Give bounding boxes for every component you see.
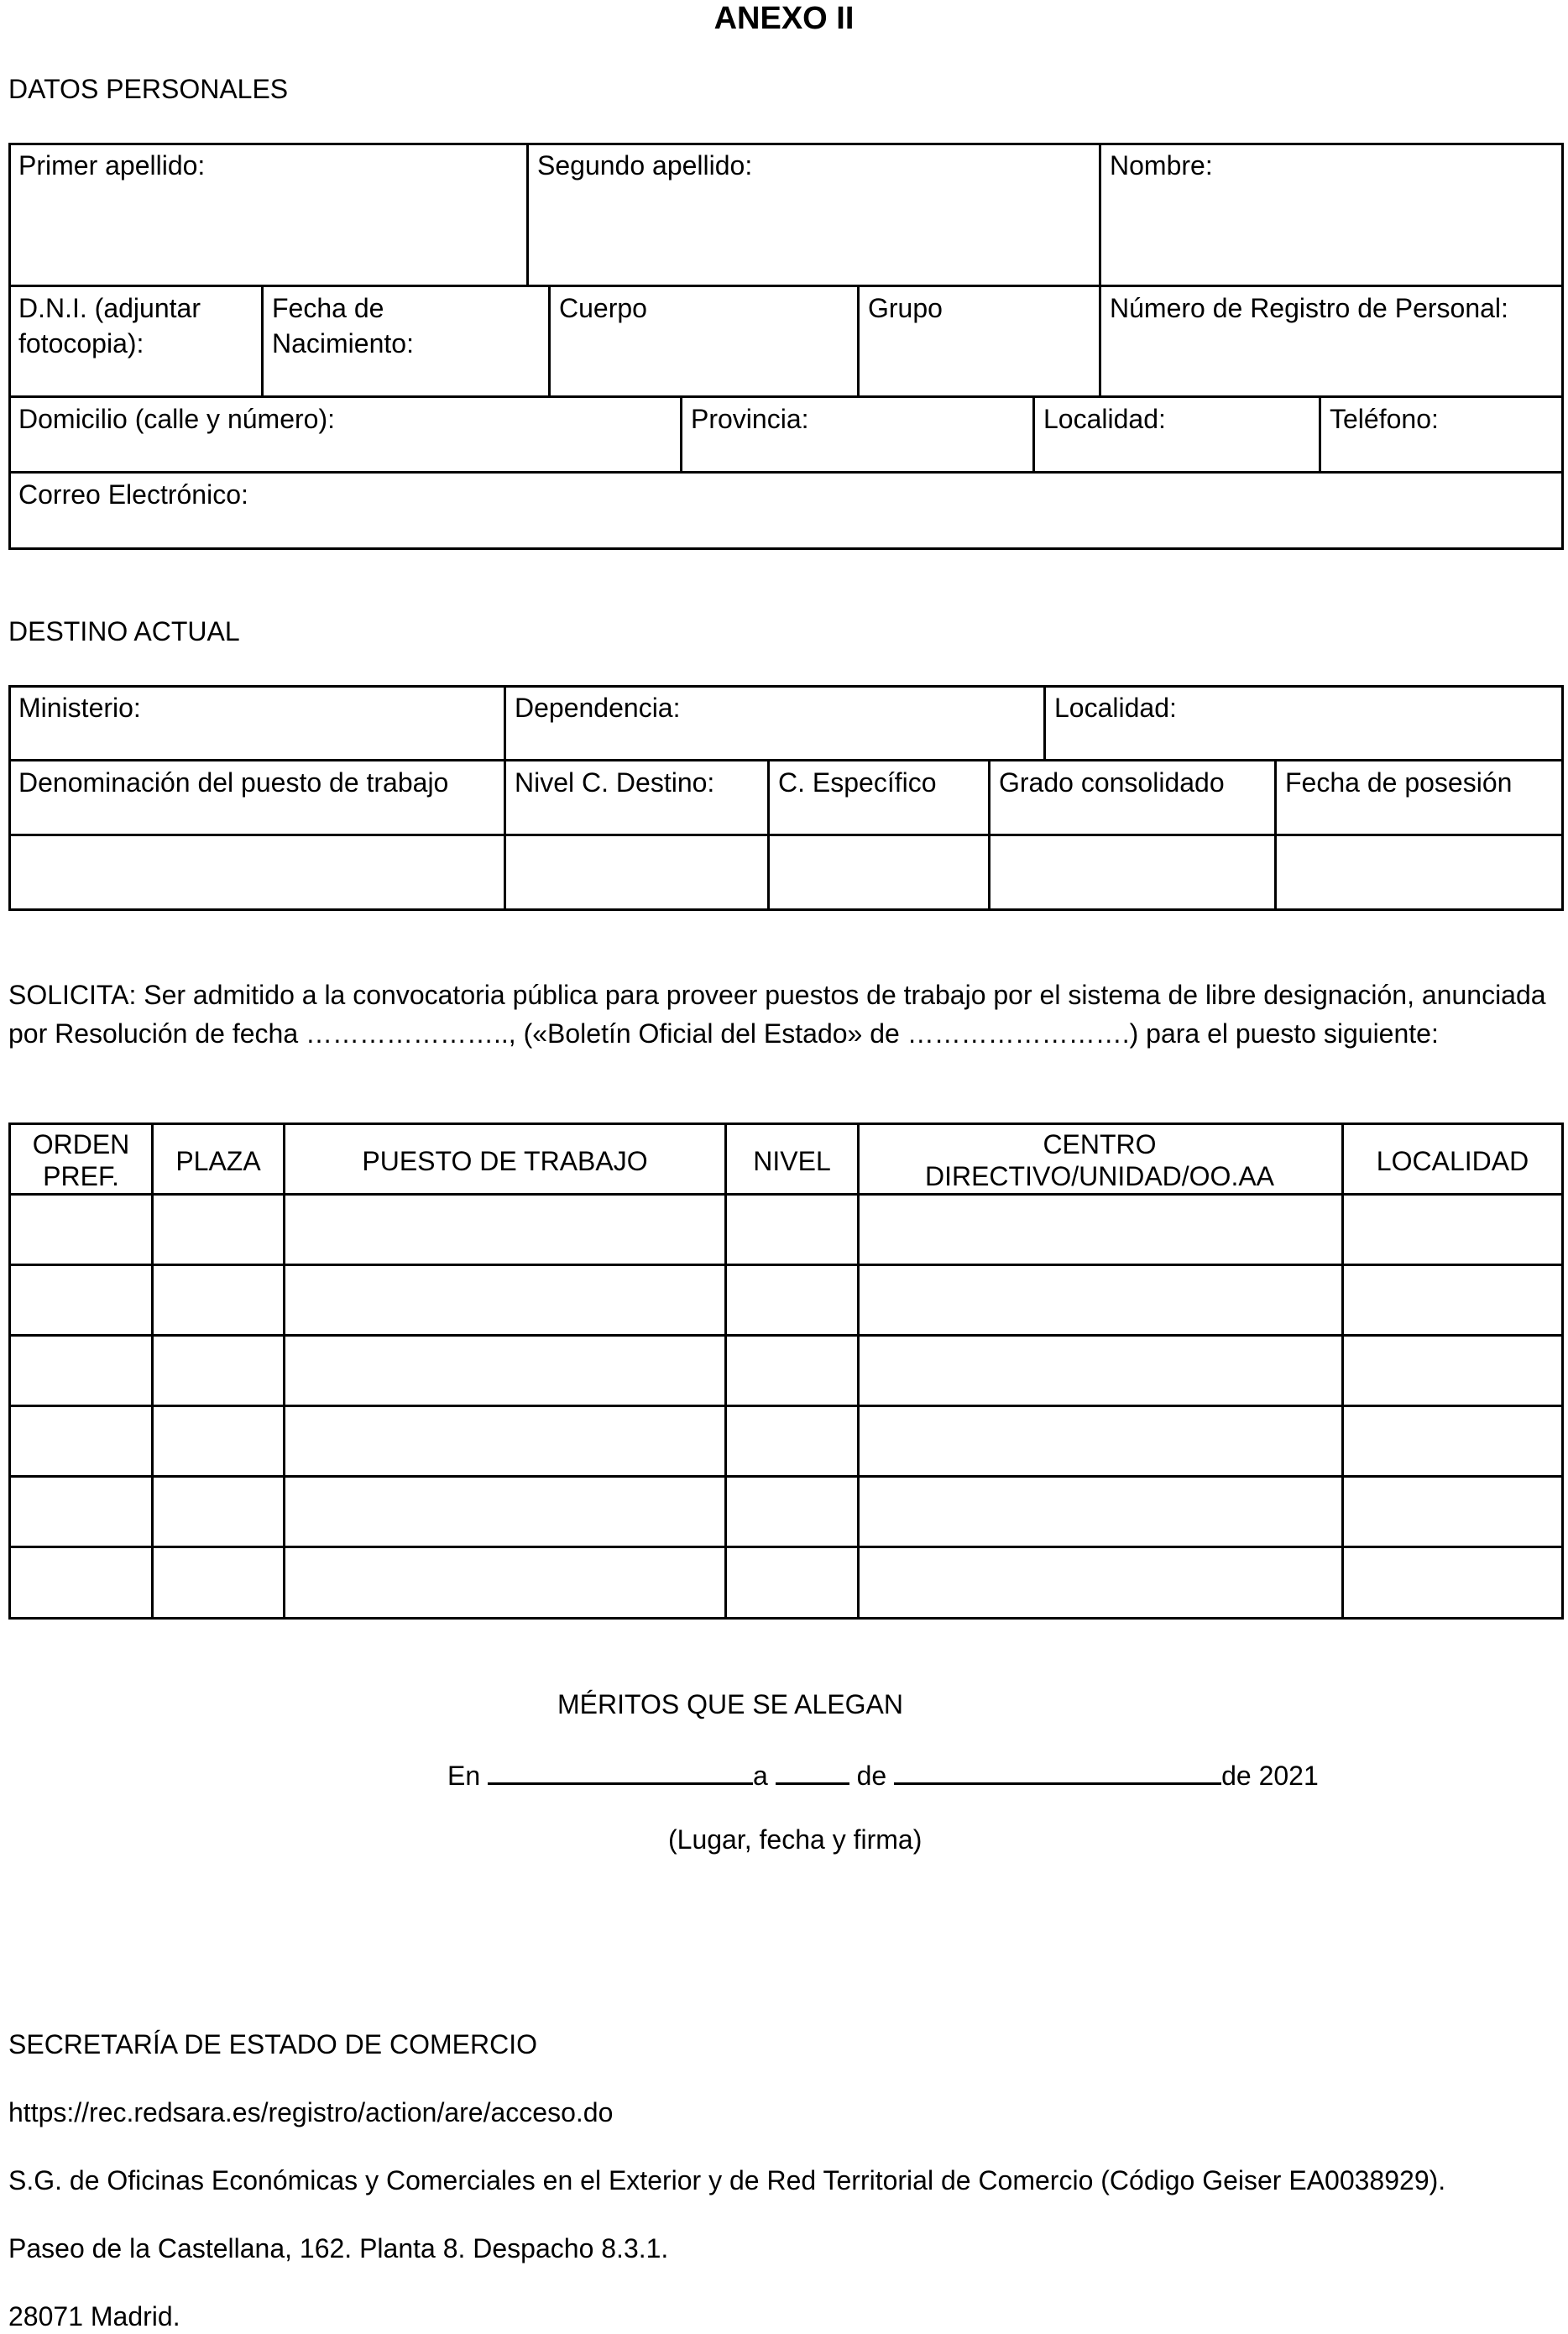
fecha-posesion-input-cell[interactable] [1277,836,1561,908]
firma-a-label: a [753,1761,768,1791]
personal-col-divider [526,143,529,286]
segundo-apellido-field[interactable]: Segundo apellido: [537,150,753,181]
puestos-col-divider [151,1123,154,1620]
puestos-row-divider [8,1264,1564,1266]
footer-office: S.G. de Oficinas Económicas y Comerciales en el Exterior y de Red Territorial de Comercio (Código Geiser EA0038929). [8,2165,1446,2195]
puestos-row-divider [8,1546,1564,1548]
personal-col-divider [680,395,682,473]
firma-de-label: de [856,1761,887,1791]
cuerpo-field[interactable]: Cuerpo [559,293,647,323]
solicita-paragraph: SOLICITA: Ser admitido a la convocatoria pública para proveer puestos de trabajo por el sistema de libre designación, anunciada por Resolución de fecha ………………….., («Boletín Oficial del Estado» de …………………….) para el puesto siguiente: [8,980,1546,1049]
nivel-destino-header: Nivel C. Destino: [515,767,715,798]
nombre-field[interactable]: Nombre: [1110,150,1213,181]
personal-col-divider [1099,143,1101,397]
puestos-row-divider [8,1405,1564,1407]
provincia-field[interactable]: Provincia: [691,404,809,434]
footer-org: SECRETARÍA DE ESTADO DE COMERCIO [8,2029,538,2059]
personal-col-divider [1319,395,1321,473]
personal-col-divider [261,285,264,397]
header-orden-pref: ORDEN PREF. [32,1129,130,1191]
header-nivel: NIVEL [753,1146,831,1176]
personal-col-divider [548,285,551,397]
header-localidad: LOCALIDAD [1376,1146,1529,1176]
destino-localidad-field[interactable]: Localidad: [1054,693,1177,723]
puestos-row-divider [8,1334,1564,1337]
telefono-field[interactable]: Teléfono: [1330,404,1439,434]
puestos-col-divider [283,1123,285,1620]
header-plaza: PLAZA [175,1146,261,1176]
firma-en-label: En [447,1761,481,1791]
firma-line [447,1754,1319,1793]
localidad-field[interactable]: Localidad: [1043,404,1166,434]
dependencia-field[interactable]: Dependencia: [515,693,681,723]
destino-col-divider [1043,685,1046,761]
personal-row-divider-2 [8,395,1564,398]
especifico-header: C. Específico [778,767,937,798]
section-destino-actual: DESTINO ACTUAL [8,616,240,646]
grupo-field[interactable]: Grupo [868,293,943,323]
footer-url-link[interactable]: https://rec.redsara.es/registro/action/are/acceso.do [8,2097,614,2127]
dia-blank-field[interactable] [776,1754,849,1785]
puestos-col-divider [1341,1123,1344,1620]
footer-address: Paseo de la Castellana, 162. Planta 8. Despacho 8.3.1. [8,2233,669,2263]
meritos-title: MÉRITOS QUE SE ALEGAN [557,1689,903,1719]
firma-year-label: de 2021 [1221,1761,1319,1791]
dni-field[interactable]: D.N.I. (adjuntar fotocopia): [18,293,201,358]
nivel-input-cell[interactable] [506,836,767,908]
fecha-nacimiento-field[interactable]: Fecha de Nacimiento: [272,293,414,358]
denominacion-header: Denominación del puesto de trabajo [18,767,449,798]
document-title: ANEXO II [713,1,855,36]
mes-blank-field[interactable] [894,1754,1221,1785]
domicilio-field[interactable]: Domicilio (calle y número): [18,404,335,434]
puestos-col-divider [857,1123,860,1620]
footer-city: 28071 Madrid. [8,2301,180,2331]
nrp-field[interactable]: Número de Registro de Personal: [1110,293,1508,323]
grado-header: Grado consolidado [999,767,1225,798]
puestos-row-divider [8,1475,1564,1478]
puestos-col-divider [724,1123,727,1620]
primer-apellido-field[interactable]: Primer apellido: [18,150,206,181]
grado-input-cell[interactable] [990,836,1274,908]
section-datos-personales: DATOS PERSONALES [8,74,289,104]
especifico-input-cell[interactable] [770,836,988,908]
destino-row-divider-1 [8,759,1564,761]
fecha-posesion-header: Fecha de posesión [1285,767,1513,798]
lugar-blank-field[interactable] [488,1754,753,1785]
personal-col-divider [857,285,860,397]
correo-field[interactable]: Correo Electrónico: [18,479,248,510]
personal-row-divider-3 [8,471,1564,474]
header-centro-directivo: CENTRO DIRECTIVO/UNIDAD/OO.AA [924,1129,1275,1191]
puestos-row-divider [8,1193,1564,1196]
denominacion-input-cell[interactable] [11,836,504,908]
personal-row-divider-1 [8,285,1564,287]
ministerio-field[interactable]: Ministerio: [18,693,141,723]
header-puesto-trabajo: PUESTO DE TRABAJO [362,1146,648,1176]
personal-col-divider [1032,395,1035,473]
firma-caption: (Lugar, fecha y firma) [668,1824,923,1855]
